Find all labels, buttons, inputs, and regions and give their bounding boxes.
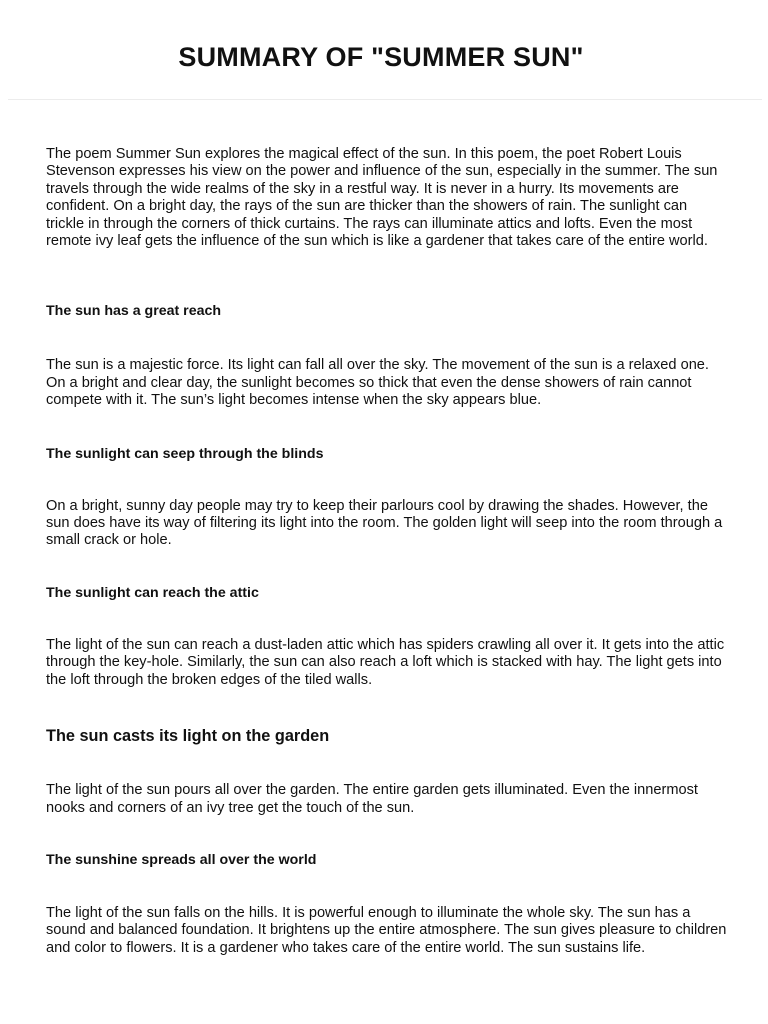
intro-paragraph: The poem Summer Sun explores the magical effect of the sun. In this poem, the poet Robert Louis Stevenson expresses his view on the power and influence of the sun, especially in the summer. The sun travels through the wide realms of the sky in a restful way. It is never in a hurry. Its movements are confident. On a bright day, the rays of the sun are thicker than the showers of rain. The sunlight can trickle in through the corners of thick curtains. The rays can illuminate attics and lofts. Even the most remote ivy leaf gets the influence of the sun which is like a gardener that takes care of the entire world.: [46, 146, 718, 250]
title-divider: [8, 99, 762, 100]
section-heading-garden: The sun casts its light on the garden: [46, 727, 330, 746]
section-heading-blinds: The sunlight can seep through the blinds: [46, 445, 324, 462]
section-heading-world: The sunshine spreads all over the world: [46, 851, 317, 868]
section-paragraph-garden: The light of the sun pours all over the garden. The entire garden gets illuminated. Even the innermost nooks and corners of an ivy tree get the touch of the sun.: [46, 782, 698, 816]
section-paragraph-great-reach: The sun is a majestic force. Its light can fall all over the sky. The movement of the sun is a relaxed one. On a bright and clear day, the sunlight becomes so thick that even the dense showers of rain cannot compete with it. The sun’s light becomes intense when the sky appears blue.: [46, 357, 709, 409]
section-paragraph-blinds: On a bright, sunny day people may try to keep their parlours cool by drawing the shades. However, the sun does have its way of filtering its light into the room. The golden light will seep into the room through a small crack or hole.: [46, 497, 723, 549]
section-heading-attic: The sunlight can reach the attic: [46, 584, 259, 601]
section-paragraph-attic: The light of the sun can reach a dust-laden attic which has spiders crawling all over it. It gets into the attic through the key-hole. Similarly, the sun can also reach a loft which is stacked with hay. The light gets into the loft through the broken edges of the tiled walls.: [46, 636, 725, 688]
document-body: [46, 146, 728, 957]
section-heading-great-reach: The sun has a great reach: [46, 303, 222, 320]
document-title: SUMMARY OF "SUMMER SUN": [178, 42, 584, 72]
section-paragraph-world: The light of the sun falls on the hills. It is powerful enough to illuminate the whole sky. The sun has a sound and balanced foundation. It brightens up the entire atmosphere. The sun gives pleasure to children and color to flowers. It is a gardener who takes care of the entire world. The sun sustains life.: [46, 904, 727, 956]
